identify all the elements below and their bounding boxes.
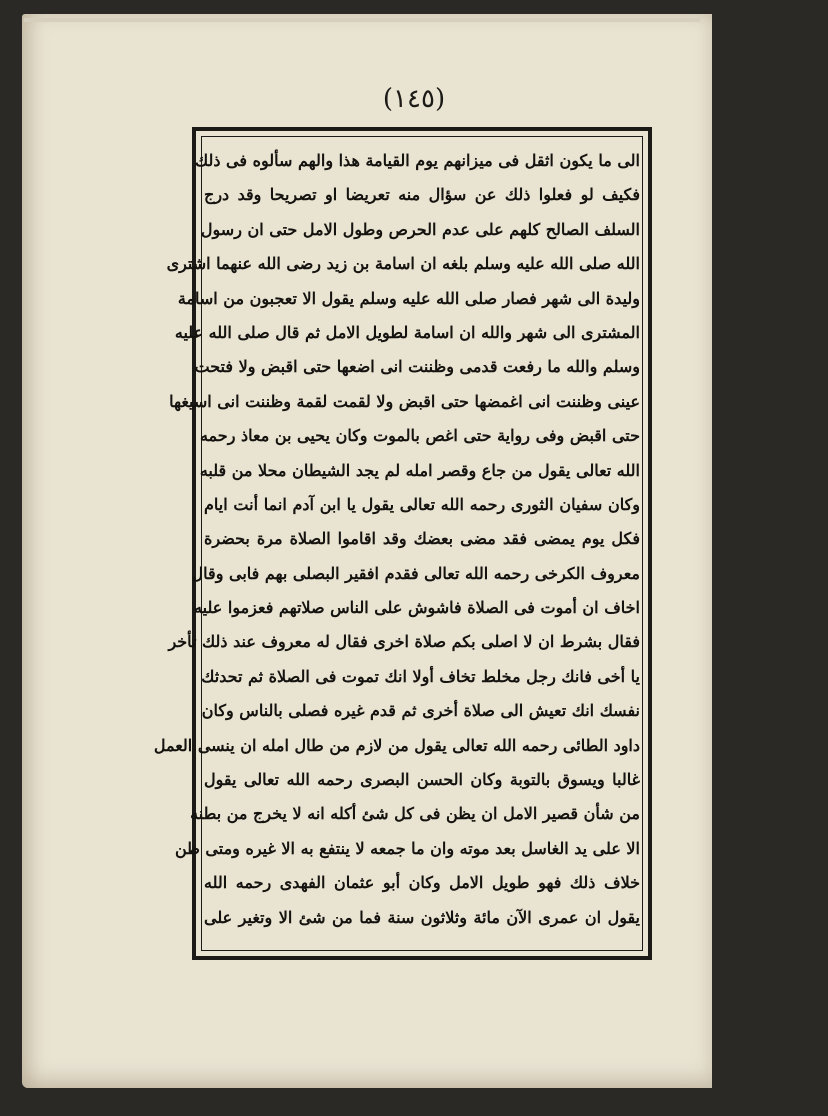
text-line: وليدة الى شهر فصار صلى الله عليه وسلم يقول الا تعجبون من اسامة [177,288,640,308]
text-line: غالبا ويسوق بالتوبة وكان الحسن البصرى رحمه الله تعالى يقول [204,770,640,790]
text-block [153,136,646,952]
text-line: فقال بشرط ان لا اصلى بكم صلاة اخرى فقال له معروف عند ذلك تأخر [168,632,640,652]
text-line: عينى وظننت انى اغمضها حتى اقبض ولا لقمت لقمة وظننت انى اسيغها [169,391,640,411]
text-line: الله صلى الله عليه وسلم بلغه ان اسامة بن زيد رضى الله عنهما اشترى [166,254,640,274]
text-line: الى ما يكون اثقل فى ميزانهم يوم القيامة هذا والهم سألوه فى ذلك [194,151,640,170]
text-line: المشترى الى شهر والله ان اسامة لطويل الامل ثم قال صلى الله عليه [174,322,640,342]
page-top-edge [24,18,700,22]
text-line: الله تعالى يقول من جاع وقصر امله لم يجد الشيطان محلا من قلبه [199,460,640,480]
text-line: معروف الكرخى رحمه الله تعالى فقدم افقير البصلى بهم فابى وقال [191,563,640,583]
text-line: يقول ان عمرى الآن مائة وثلاثون سنة فما من شئ الا وتغير على [204,907,640,927]
text-line: فكل يوم يمضى فقد مضى بعضك وقد اقاموا الصلاة مرة بحضرة [204,529,640,549]
text-line: داود الطائى رحمه الله تعالى يقول من لازم من طال امله ان ينسى العمل [153,735,640,755]
page-number: (١٤٥) [382,84,446,114]
text-line: يا أخى فانك رجل مخلط تخاف أولا انك تموت فى الصلاة ثم تحدثك [201,666,640,686]
text-line: اخاف ان أموت فى الصلاة فاشوش على الناس صلاتهم فعزموا عليه [194,598,640,618]
text-line: من شأن قصير الامل ان يظن فى كل شئ أكله انه لا يخرج من بطنه [190,804,640,824]
text-line: خلاف ذلك فهو طويل الامل وكان أبو عثمان الفهدى رحمه الله [204,873,640,893]
text-line: فكيف لو فعلوا ذلك عن سؤال منه تعريضا او تصريحا وقد درج [204,185,640,205]
text-line: وسلم والله ما رفعت قدمى وظننت انى اضعها حتى اقبض ولا فتحت [194,357,640,377]
text-line: وكان سفيان الثورى رحمه الله تعالى يقول يا ابن آدم انما أنت ايام [204,494,640,514]
text-line: حتى اقبض وفى رواية حتى اغص بالموت وكان يحيى بن معاذ رحمه [199,426,640,446]
text-line: السلف الصالح كلهم على عدم الحرص وطول الامل حتى ان رسول [200,219,640,239]
text-line: الا على يد الغاسل بعد موته وان ما جمعه لا ينتفع به الا غيره ومتى ظن [174,838,640,858]
text-line: نفسك انك تعيش الى صلاة أخرى ثم قدم غيره فصلى بالناس وكان [201,701,640,721]
